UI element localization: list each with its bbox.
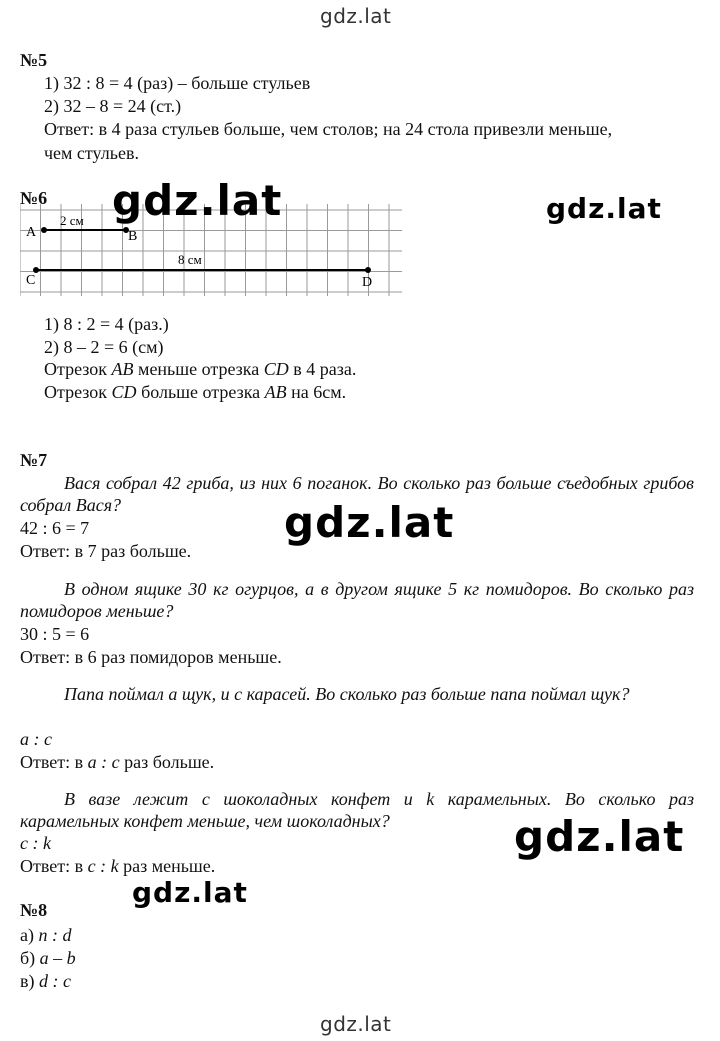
task8-item-b: б) a – b — [20, 948, 76, 968]
watermark-1: gdz.lat — [112, 176, 283, 225]
task7-problem2-answer: Ответ: в 6 раз помидоров меньше. — [20, 647, 282, 667]
task7-problem1-calc: 42 : 6 = 7 — [20, 518, 90, 538]
task7-problem3-answer: Ответ: в a : c раз больше. — [20, 752, 215, 772]
watermark-5: gdz.lat — [132, 876, 248, 909]
ab-length-label: 2 см — [60, 213, 84, 228]
task5-line4: чем стульев. — [44, 143, 139, 163]
task5-line2: 2) 32 – 8 = 24 (ст.) — [44, 96, 182, 116]
task6-line2: 2) 8 – 2 = 6 (см) — [44, 337, 164, 357]
task7-number: №7 — [20, 450, 48, 470]
watermark-2: gdz.lat — [546, 192, 662, 225]
footer-watermark: gdz.lat — [320, 1012, 392, 1036]
point-a-label: A — [26, 225, 37, 240]
task7-problem4-answer: Ответ: в c : k раз меньше. — [20, 856, 216, 876]
task6-number: №6 — [20, 188, 48, 208]
task6-line1: 1) 8 : 2 = 4 (раз.) — [44, 314, 169, 334]
task5-line1: 1) 32 : 8 = 4 (раз) – больше стульев — [44, 73, 311, 93]
task5-number: №5 — [20, 50, 48, 70]
task7-problem2: В одном ящике 30 кг огурцов, а в другом ящике 5 кг помидоров. Во сколько раз помидоров меньше? — [20, 579, 694, 621]
watermark-4: gdz.lat — [514, 812, 685, 861]
cd-length-label: 8 см — [178, 252, 202, 267]
task7-problem3: Папа поймал a щук, и с карасей. Во сколько раз больше папа поймал щук? — [64, 684, 630, 704]
task7-problem2-calc: 30 : 5 = 6 — [20, 624, 90, 644]
point-d-label: D — [362, 275, 373, 290]
task7-problem1-answer: Ответ: в 7 раз больше. — [20, 541, 192, 561]
task7-problem4-calc: c : k — [20, 833, 51, 853]
task8-item-a: а) n : d — [20, 925, 72, 945]
task7-problem1: Вася собрал 42 гриба, из них 6 поганок. Во сколько раз больше съедобных грибов собрал Вася? — [20, 473, 694, 515]
task7-problem3-calc: a : c — [20, 729, 52, 749]
point-c-label: C — [26, 273, 36, 288]
task7-problem4: В вазе лежит с шоколадных конфет и k карамельных. Во сколько раз карамельных конфет меньше, чем шоколадных? — [20, 789, 694, 831]
task8-item-c: в) d : c — [20, 971, 71, 991]
task5-line3: Ответ: в 4 раза стульев больше, чем столов; на 24 стола привезли меньше, — [44, 119, 613, 139]
point-b-label: B — [128, 229, 138, 244]
task8-number: №8 — [20, 900, 48, 920]
point-d-dot — [365, 267, 371, 273]
watermark-3: gdz.lat — [284, 498, 455, 547]
task6-line4: Отрезок CD больше отрезка AB на 6см. — [44, 382, 347, 402]
header-watermark: gdz.lat — [320, 4, 392, 28]
point-a-dot — [41, 227, 47, 233]
task6-line3: Отрезок AB меньше отрезка CD в 4 раза. — [44, 359, 357, 379]
